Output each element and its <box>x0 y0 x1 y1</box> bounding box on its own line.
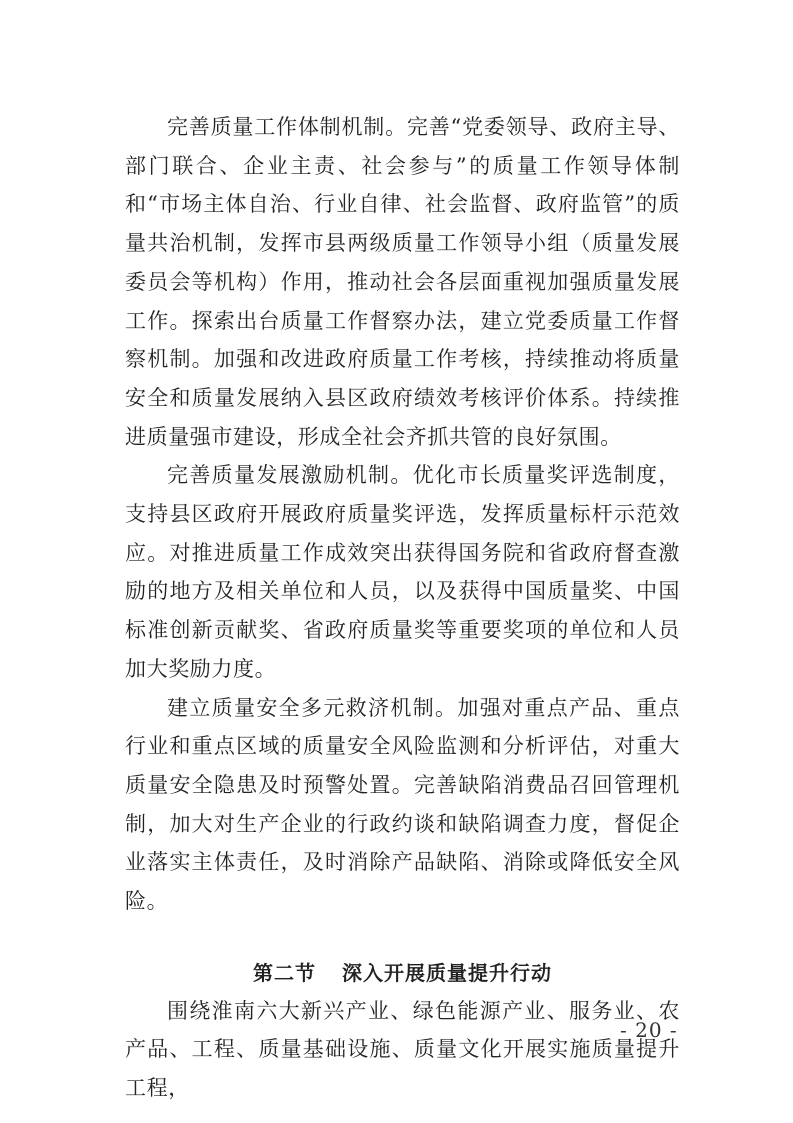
section-heading <box>125 954 680 992</box>
document-body <box>125 108 680 1108</box>
paragraph-quality-improvement: 围绕淮南六大新兴产业、绿色能源产业、服务业、农产品、工程、质量基础设施、质量文化开展实施质量提升工程， <box>125 998 680 1101</box>
section-title: 深入开展质量提升行动 <box>342 960 552 985</box>
paragraph-quality-safety-relief: 建立质量安全多元救济机制。加强对重点产品、重点行业和重点区域的质量安全风险监测和分析评估，对重大质量安全隐患及时预警处置。完善缺陷消费品召回管理机制，加大对生产企业的行政约谈和缺陷调查力度，督促企业落实主体责任，及时消除产品缺陷、消除或降低安全风险。 <box>125 695 680 914</box>
paragraph-quality-work-mechanism: 完善质量工作体制机制。完善“党委领导、政府主导、部门联合、企业主责、社会参与”的质量工作领导体制和“市场主体自治、行业自律、社会监督、政府监管”的质量共治机制，发挥市县两级质量工作领导小组（质量发展委员会等机构）作用，推动社会各层面重视加强质量发展工作。探索出台质量工作督察办法，建立党委质量工作督察机制。加强和改进政府质量工作考核，持续推动将质量安全和质量发展纳入县区政府绩效考核评价体系。持续推进质量强市建设，形成全社会齐抓共管的良好氛围。 <box>125 115 680 449</box>
section-number: 第二节 <box>253 960 316 985</box>
paragraph-quality-incentive-mechanism: 完善质量发展激励机制。优化市长质量奖评选制度，支持县区政府开展政府质量奖评选，发挥质量标杆示范效应。对推进质量工作成效突出获得国务院和省政府督查激励的地方及相关单位和人员，以及获得中国质量奖、中国标准创新贡献奖、省政府质量奖等重要奖项的单位和人员加大奖励力度。 <box>125 463 680 681</box>
page-number: - 20 - <box>620 1018 678 1042</box>
